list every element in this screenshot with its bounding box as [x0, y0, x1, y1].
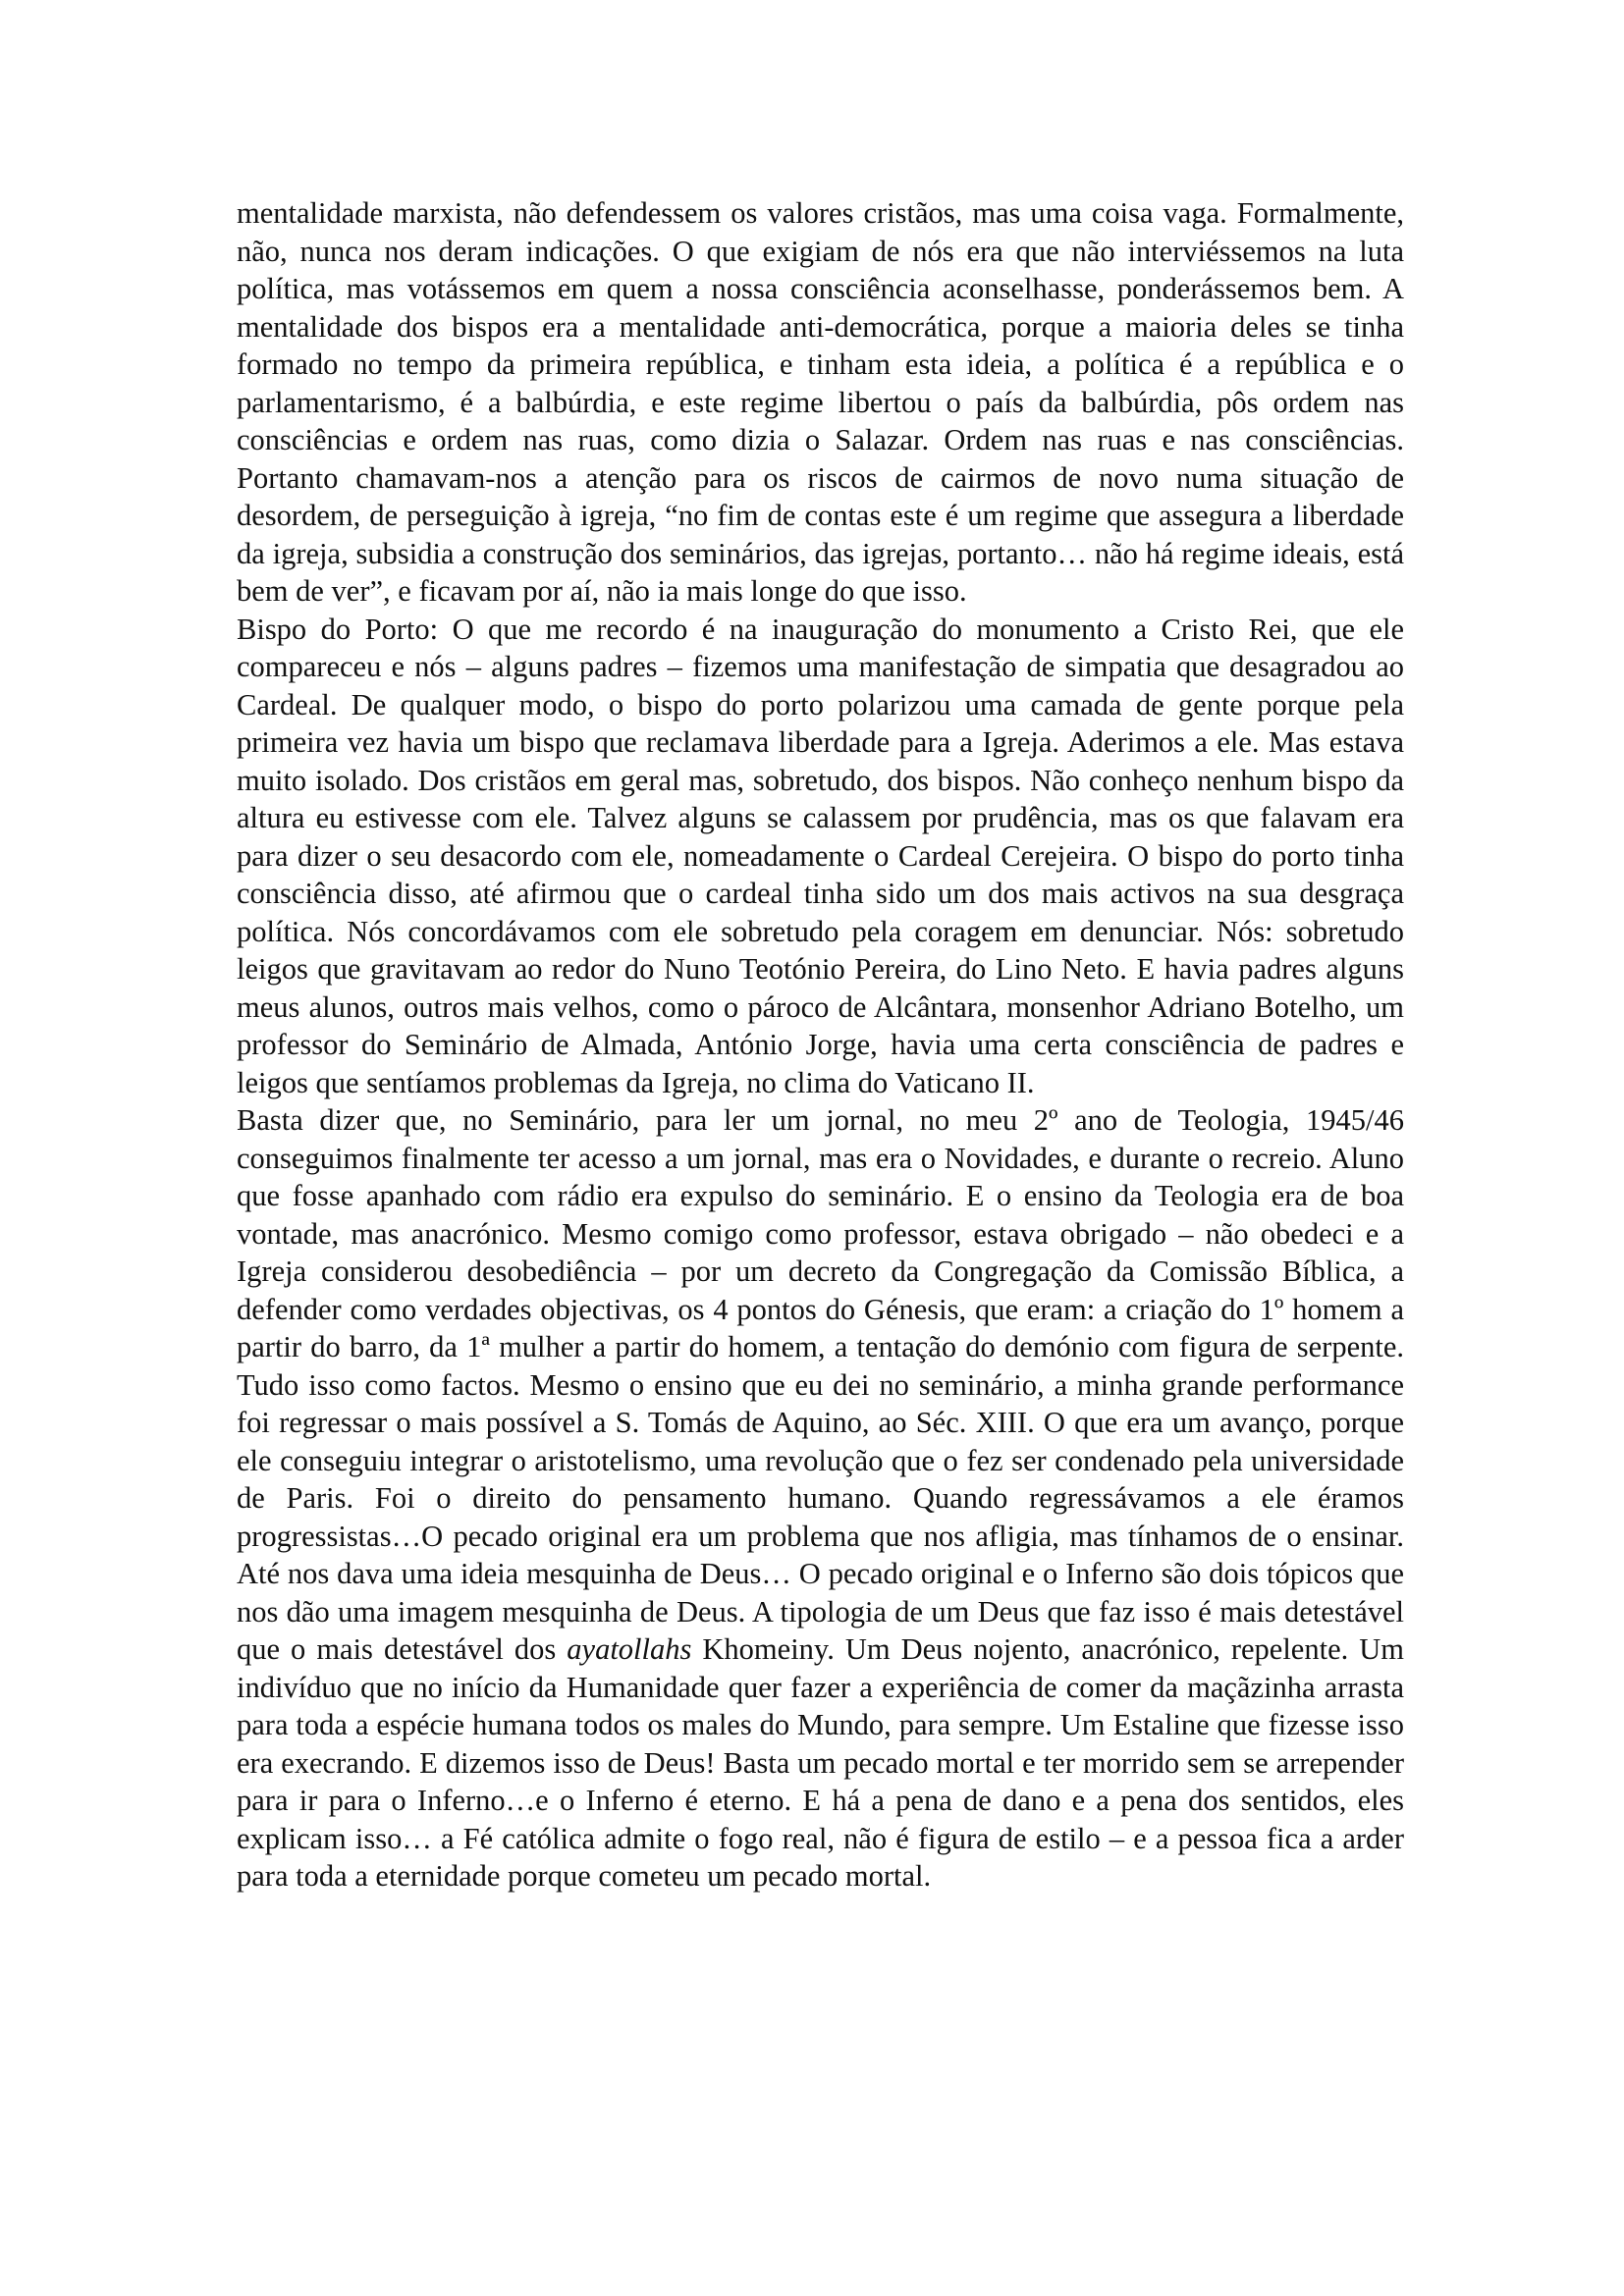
paragraph-seminary — [237, 1101, 1404, 1896]
paragraph-text: Basta dizer que, no Seminário, para ler um jornal, no meu 2º ano de Teologia, 1945/46 conseguimos finalmente ter acesso a um jornal, mas era o Novidades, e durante o recreio. Aluno que fosse apanhado com rádio era expulso do seminário. E o ensino da Teologia era de boa vontade, mas anacrónico. Mesmo comigo como professor, estava obrigado – não obedeci e a Igreja considerou desobediência – por um decreto da Congregação da Comissão Bíblica, a defender como verdades objectivas, os 4 pontos do Génesis, que eram: a criação do 1º homem a partir do barro, da 1ª mulher a partir do homem, a tentação do demónio com figura de serpente. Tudo isso como factos. Mesmo o ensino que eu dei no seminário, a minha grande performance foi regressar o mais possível a S. Tomás de Aquino, ao Séc. XIII. O que era um avanço, porque ele conseguiu integrar o aristotelismo, uma revolução que o fez ser condenado pela universidade de Paris. Foi o direito do pensamento humano. Quando regressávamos a ele éramos progressistas…O pecado original era um problema que nos afligia, mas tínhamos de o ensinar. Até nos dava uma ideia mesquinha de Deus… O pecado original e o Inferno são dois tópicos que nos dão uma imagem mesquinha de Deus. A tipologia de um Deus que faz isso é mais detestável que o mais detestável dos — [237, 1103, 1404, 1666]
paragraph-text: mentalidade marxista, não defendessem os valores cristãos, mas uma coisa vaga. Formalmente, não, nunca nos deram indicações. O que exigiam de nós era que não interviéssemos na luta política, mas votássemos em quem a nossa consciência aconselhasse, ponderássemos bem. A mentalidade dos bispos era a mentalidade anti-democrática, porque a maioria deles se tinha formado no tempo da primeira república, e tinham esta ideia, a política é a república e o parlamentarismo, é a balbúrdia, e este regime libertou o país da balbúrdia, pôs ordem nas consciências e ordem nas ruas, como dizia o Salazar. Ordem nas ruas e nas consciências. Portanto chamavam-nos a atenção para os riscos de cairmos de novo numa situação de desordem, de perseguição à igreja, “no fim de contas este é um regime que assegura a liberdade da igreja, subsidia a construção dos seminários, das igrejas, portanto… não há regime ideais, está bem de ver”, e ficavam por aí, não ia mais longe do que isso. — [237, 196, 1404, 608]
paragraph-text: Khomeiny. Um Deus nojento, anacrónico, repelente. Um indivíduo que no início da Humanidade quer fazer a experiência de comer da maçãzinha arrasta para toda a espécie humana todos os males do Mundo, para sempre. Um Estaline que fizesse isso era execrando. E dizemos isso de Deus! Basta um pecado mortal e ter morrido sem se arrepender para ir para o Inferno…e o Inferno é eterno. E há a pena de dano e a pena dos sentidos, eles explicam isso… a Fé católica admite o fogo real, não é figura de estilo – e a pessoa fica a arder para toda a eternidade porque cometeu um pecado mortal. — [237, 1632, 1405, 1893]
italic-term-ayatollahs: ayatollahs — [567, 1632, 692, 1666]
document-page — [237, 194, 1404, 1896]
paragraph-marxist-mentality — [237, 194, 1404, 611]
paragraph-bishop-of-porto — [237, 611, 1404, 1102]
paragraph-text: Bispo do Porto: O que me recordo é na inauguração do monumento a Cristo Rei, que ele compareceu e nós – alguns padres – fizemos uma manifestação de simpatia que desagradou ao Cardeal. De qualquer modo, o bispo do porto polarizou uma camada de gente porque pela primeira vez havia um bispo que reclamava liberdade para a Igreja. Aderimos a ele. Mas estava muito isolado. Dos cristãos em geral mas, sobretudo, dos bispos. Não conheço nenhum bispo da altura eu estivesse com ele. Talvez alguns se calassem por prudência, mas os que falavam era para dizer o seu desacordo com ele, nomeadamente o Cardeal Cerejeira. O bispo do porto tinha consciência disso, até afirmou que o cardeal tinha sido um dos mais activos na sua desgraça política. Nós concordávamos com ele sobretudo pela coragem em denunciar. Nós: sobretudo leigos que gravitavam ao redor do Nuno Teotónio Pereira, do Lino Neto. E havia padres alguns meus alunos, outros mais velhos, como o pároco de Alcântara, monsenhor Adriano Botelho, um professor do Seminário de Almada, António Jorge, havia uma certa consciência de padres e leigos que sentíamos problemas da Igreja, no clima do Vaticano II. — [237, 612, 1404, 1099]
